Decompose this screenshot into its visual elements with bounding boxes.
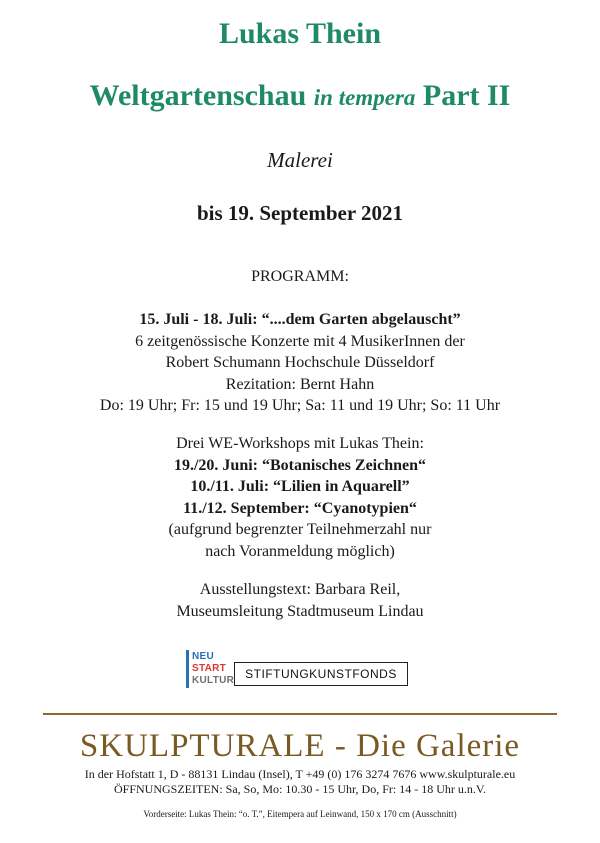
logo-text-start: START [192, 663, 227, 674]
concert-line: Rezitation: Bernt Hahn [225, 375, 375, 393]
exhibition-text-credit [0, 579, 600, 622]
concert-line: Do: 19 Uhr; Fr: 15 und 19 Uhr; Sa: 11 und 19 Uhr; So: 11 Uhr [99, 397, 501, 414]
concert-line: Robert Schumann Hochschule Düsseldorf [165, 354, 435, 371]
stiftung-kunstfonds-logo: STIFTUNGKUNSTFONDS [234, 662, 408, 686]
gallery-address: In der Hofstatt 1, D - 88131 Lindau (Insel), T +49 (0) 176 3274 7676 www.skulpturale.eu [84, 767, 516, 781]
workshop-item: 11./12. September: “Cyanotypien“ [183, 499, 417, 517]
title-part: Part II [422, 79, 511, 112]
concert-section [0, 309, 600, 417]
title-main: Weltgartenschau [89, 79, 307, 112]
workshop-note: nach Voranmeldung möglich) [205, 542, 395, 560]
logo-text-kultur: KULTUR [192, 675, 235, 686]
gallery-name: SKULPTURALE - Die Galerie [79, 728, 521, 764]
credit-line: Ausstellungstext: Barbara Reil, [199, 581, 401, 598]
workshop-item: 19./20. Juni: “Botanisches Zeichnen“ [173, 456, 427, 474]
logo-bar [186, 650, 189, 688]
title-italic: in tempera [313, 85, 416, 110]
exhibition-dates: bis 19. September 2021 [196, 201, 404, 225]
neustart-kultur-logo [186, 650, 235, 688]
workshop-item: 10./11. Juli: “Lilien in Aquarell” [190, 478, 410, 495]
opening-hours: ÖFFNUNGSZEITEN: Sa, So, Mo: 10.30 - 15 Uhr, Do, Fr: 14 - 18 Uhr u.n.V. [114, 782, 486, 796]
artist-name: Lukas Thein [218, 17, 382, 50]
credit-line: Museumsleitung Stadtmuseum Lindau [176, 602, 424, 620]
workshop-note: (aufgrund begrenzter Teilnehmerzahl nur [168, 521, 432, 538]
footer-divider [43, 713, 557, 715]
cover-image-credit: Vorderseite: Lukas Thein: “o. T.”, Eitempera auf Leinwand, 150 x 170 cm (Ausschnitt) [143, 809, 457, 819]
workshops-section [0, 433, 600, 562]
concert-title: 15. Juli - 18. Juli: “....dem Garten abgelauscht” [139, 311, 461, 328]
program-heading: PROGRAMM: [251, 268, 349, 285]
logo-text-neu: NEU [192, 651, 215, 662]
medium: Malerei [267, 148, 333, 172]
exhibition-title [0, 76, 600, 118]
workshops-intro: Drei WE-Workshops mit Lukas Thein: [176, 435, 424, 452]
concert-line: 6 zeitgenössische Konzerte mit 4 MusikerInnen der [135, 332, 465, 350]
